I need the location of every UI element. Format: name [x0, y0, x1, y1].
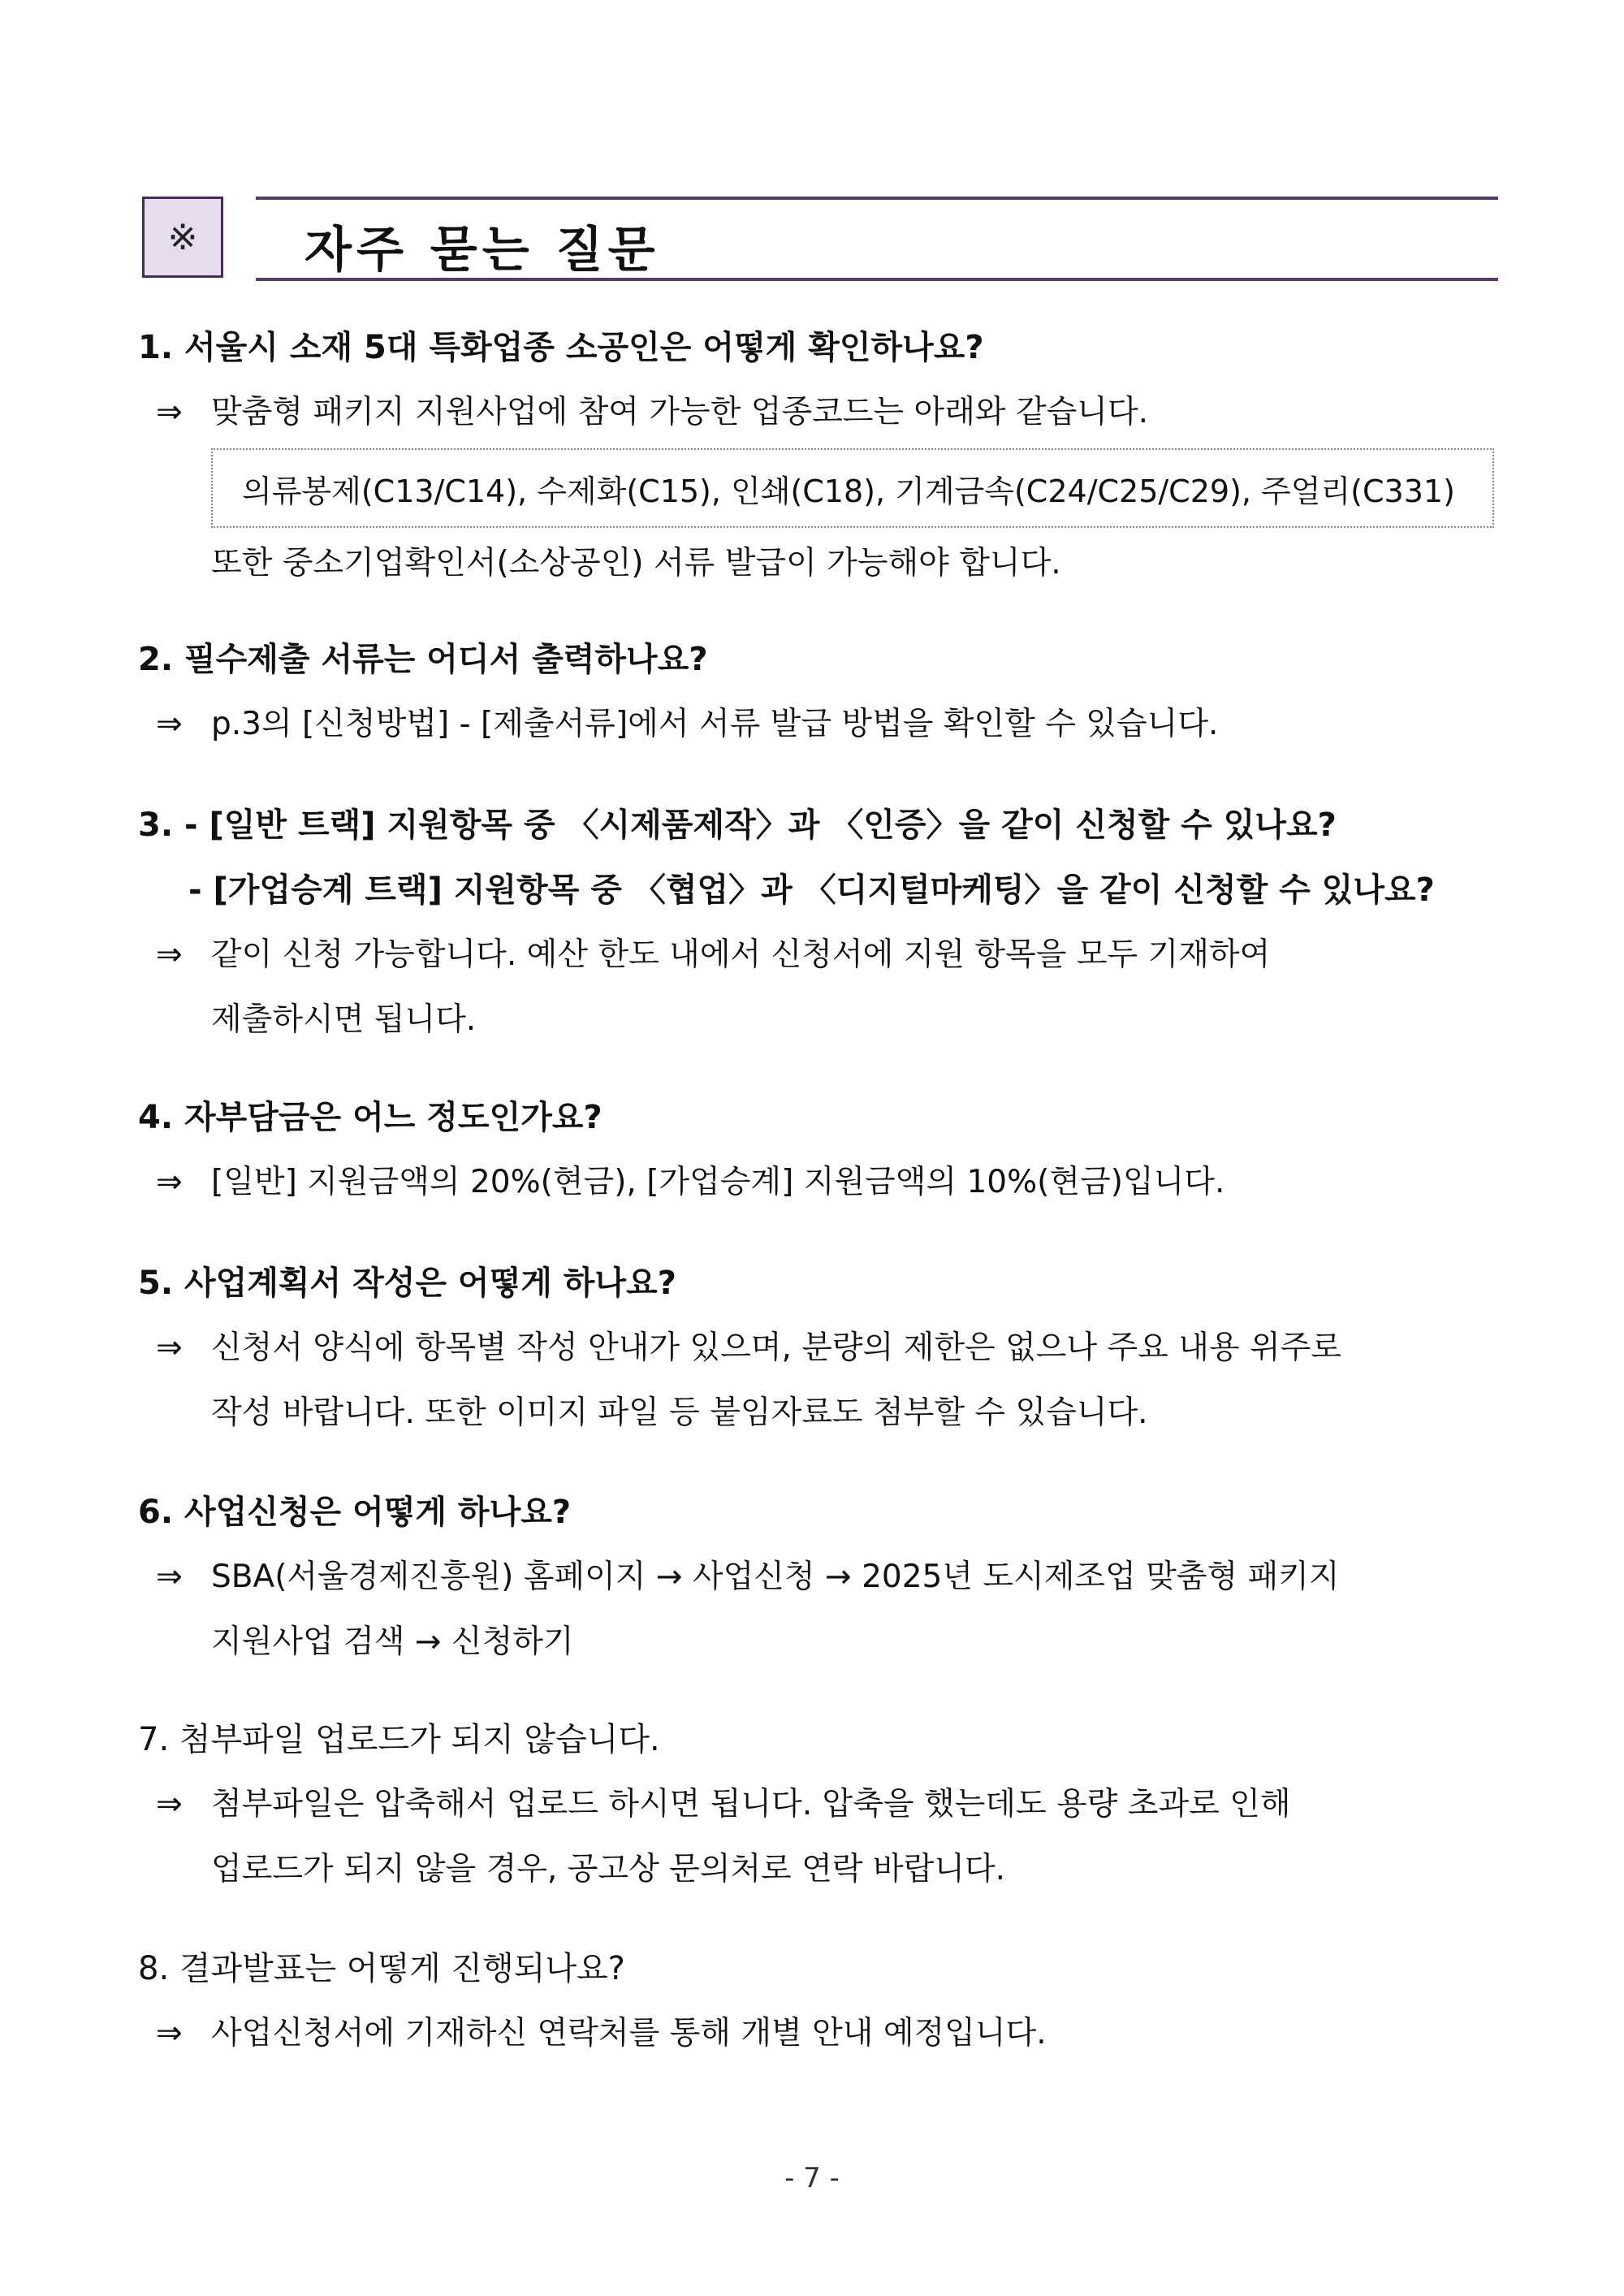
faq-answer	[138, 2001, 1502, 2066]
page-number: - 7 -	[784, 2162, 840, 2194]
section-header	[142, 197, 1498, 281]
faq-answer	[138, 1772, 1502, 1837]
faq-question: 7. 첨부파일 업로드가 되지 않습니다.	[138, 1721, 660, 1758]
faq-item-7	[138, 1707, 1502, 1902]
faq-item-6	[138, 1480, 1502, 1675]
industry-code-box	[211, 448, 1494, 528]
faq-answer-text: p.3의 [신청방법] - [제출서류]에서 서류 발급 방법을 확인할 수 있습니다.	[211, 706, 1219, 742]
faq-answer	[138, 1545, 1502, 1610]
arrow-icon: ⇒	[156, 2015, 183, 2052]
faq-question: 1. 서울시 소재 5대 특화업종 소공인은 어떻게 확인하나요?	[138, 329, 984, 366]
faq-answer-text: 사업신청서에 기재하신 연락처를 통해 개별 안내 예정입니다.	[211, 2015, 1047, 2052]
faq-answer-text: 신청서 양식에 항목별 작성 안내가 있으며, 분량의 제한은 없으나 주요 내용 위주로	[211, 1330, 1342, 1366]
faq-answer	[138, 1316, 1502, 1381]
faq-answer-cont: 업로드가 되지 않을 경우, 공고상 문의처로 연락 바랍니다.	[211, 1851, 1006, 1887]
faq-answer	[138, 692, 1502, 757]
faq-question: 3. - [일반 트랙] 지원항목 중 〈시제품제작〉과 〈인증〉을 같이 신청할 수 있나요?	[138, 806, 1337, 844]
faq-answer	[138, 1150, 1502, 1215]
faq-answer-text: 같이 신청 가능합니다. 예산 한도 내에서 신청서에 지원 항목을 모두 기재하여	[211, 936, 1271, 973]
faq-question: 4. 자부담금은 어느 정도인가요?	[138, 1099, 603, 1136]
faq-answer-note: 또한 중소기업확인서(소상공인) 서류 발급이 가능해야 합니다.	[211, 545, 1061, 582]
faq-question: 2. 필수제출 서류는 어디서 출력하나요?	[138, 641, 708, 678]
arrow-icon: ⇒	[156, 1330, 183, 1366]
faq-answer	[138, 380, 1502, 445]
arrow-icon: ⇒	[156, 1164, 183, 1200]
faq-question: 5. 사업계획서 작성은 어떻게 하나요?	[138, 1265, 676, 1302]
faq-answer	[138, 923, 1502, 988]
faq-question-sub: - [가업승계 트랙] 지원항목 중 〈협업〉과 〈디지털마케팅〉을 같이 신청할 수 있나요?	[188, 871, 1435, 909]
arrow-icon: ⇒	[156, 706, 183, 742]
faq-item-5	[138, 1251, 1502, 1446]
faq-item-2	[138, 627, 1502, 757]
faq-answer-cont: 제출하시면 됩니다.	[211, 1001, 477, 1038]
faq-item-3	[138, 793, 1502, 1053]
faq-item-1	[138, 315, 1502, 596]
faq-answer-text: 맞춤형 패키지 지원사업에 참여 가능한 업종코드는 아래와 같습니다.	[211, 394, 1149, 430]
title-bar	[256, 197, 1498, 281]
faq-answer-text: [일반] 지원금액의 20%(현금), [가업승계] 지원금액의 10%(현금)입니다.	[211, 1164, 1225, 1200]
industry-codes: 의류봉제(C13/C14), 수제화(C15), 인쇄(C18), 기계금속(C24/C25/C29), 주얼리(C331)	[242, 473, 1455, 509]
arrow-icon: ⇒	[156, 1786, 183, 1823]
faq-answer-cont: 지원사업 검색 → 신청하기	[211, 1624, 574, 1660]
page-title: 자주 묻는 질문	[304, 222, 660, 279]
faq-question: 6. 사업신청은 어떻게 하나요?	[138, 1494, 572, 1531]
arrow-icon: ⇒	[156, 1559, 183, 1595]
faq-item-8	[138, 1936, 1502, 2066]
faq-item-4	[138, 1085, 1502, 1215]
faq-question: 8. 결과발표는 어떻게 진행되나요?	[138, 1950, 625, 1987]
arrow-icon: ⇒	[156, 394, 183, 430]
reference-mark-box: ※	[142, 197, 223, 278]
faq-answer-text: SBA(서울경제진흥원) 홈페이지 → 사업신청 → 2025년 도시제조업 맞춤형 패키지	[211, 1559, 1340, 1595]
faq-answer-cont: 작성 바랍니다. 또한 이미지 파일 등 붙임자료도 첨부할 수 있습니다.	[211, 1394, 1148, 1431]
faq-answer-text: 첨부파일은 압축해서 업로드 하시면 됩니다. 압축을 했는데도 용량 초과로 인해	[211, 1786, 1291, 1823]
arrow-icon: ⇒	[156, 936, 183, 973]
